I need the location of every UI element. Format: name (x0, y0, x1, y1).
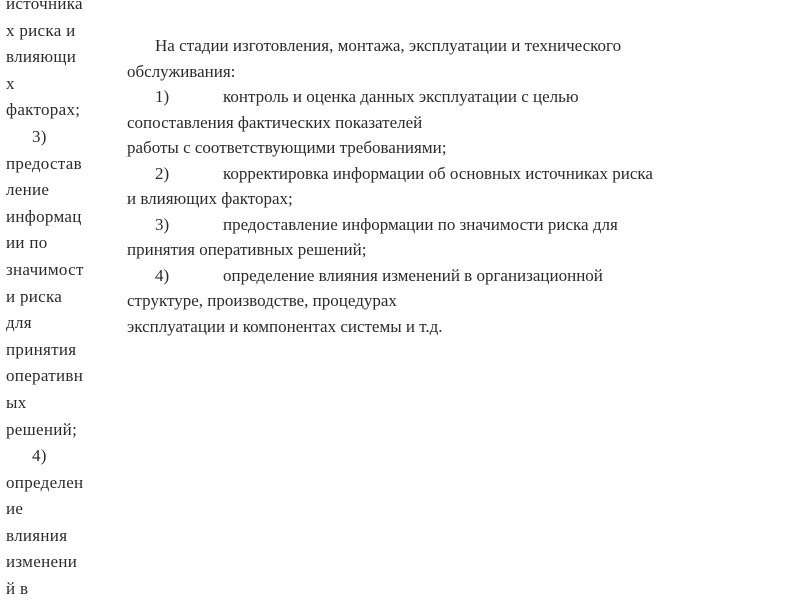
list-item-first-line (127, 161, 787, 187)
list-item-text: определение влияния изменений в организационной (223, 265, 603, 285)
intro-line: обслуживания: (127, 61, 236, 81)
left-column-line: источника (6, 0, 83, 13)
list-item-text: корректировка информации об основных источниках риска (223, 163, 653, 183)
left-column-line: 3) (32, 126, 47, 146)
left-column-line: х (6, 73, 15, 93)
left-column-line: изменени (6, 552, 78, 572)
left-column-line: ии по (6, 233, 48, 253)
left-text-column (6, 0, 114, 603)
left-column-line: определен (6, 472, 84, 492)
list-item-continuation: структуре, производстве, процедурах (127, 291, 397, 310)
left-column-line: и риска (6, 286, 63, 306)
list-item-continuation: работы с соответствующими требованиями; (127, 138, 447, 157)
left-column-line: ие (6, 499, 24, 519)
left-column-line: информац (6, 206, 82, 226)
left-column-line: х риска и (6, 20, 76, 40)
list-item-continuation: сопоставления фактических показателей (127, 112, 423, 132)
left-column-line: для (6, 313, 32, 333)
left-column-line: 4) (32, 446, 47, 466)
left-column-line: ление (6, 180, 50, 200)
list-item-first-line (127, 263, 787, 289)
list-item-text: контроль и оценка данных эксплуатации с целью (223, 87, 579, 106)
intro-line: На стадии изготовления, монтажа, эксплуатации и технического (155, 36, 622, 55)
list-item-continuation: принятия оперативных решений; (127, 240, 367, 259)
list-item-text: предоставление информации по значимости риска для (223, 214, 618, 234)
left-column-line: оперативн (6, 366, 84, 386)
left-column-line: влияния (6, 525, 68, 545)
list-item-number: 4) (155, 265, 170, 285)
left-column-line: ых (6, 392, 27, 412)
left-column-line: влияющи (6, 47, 77, 67)
left-column-line: предостав (6, 153, 82, 173)
list-item-first-line (127, 84, 787, 110)
left-column-line: факторах; (6, 100, 81, 120)
left-column-line: решений; (6, 419, 78, 439)
list-item-number: 2) (155, 163, 170, 183)
list-item-number: 1) (155, 87, 170, 106)
list-item-continuation: эксплуатации и компонентах системы и т.д. (127, 316, 443, 336)
left-column-line: й в (6, 579, 29, 599)
left-column-line: значимост (6, 259, 84, 279)
list-item-first-line (127, 212, 787, 238)
list-item-number: 3) (155, 214, 170, 234)
left-column-line: принятия (6, 339, 77, 359)
list-item-continuation: и влияющих факторах; (127, 189, 293, 208)
main-text-block (127, 33, 787, 339)
